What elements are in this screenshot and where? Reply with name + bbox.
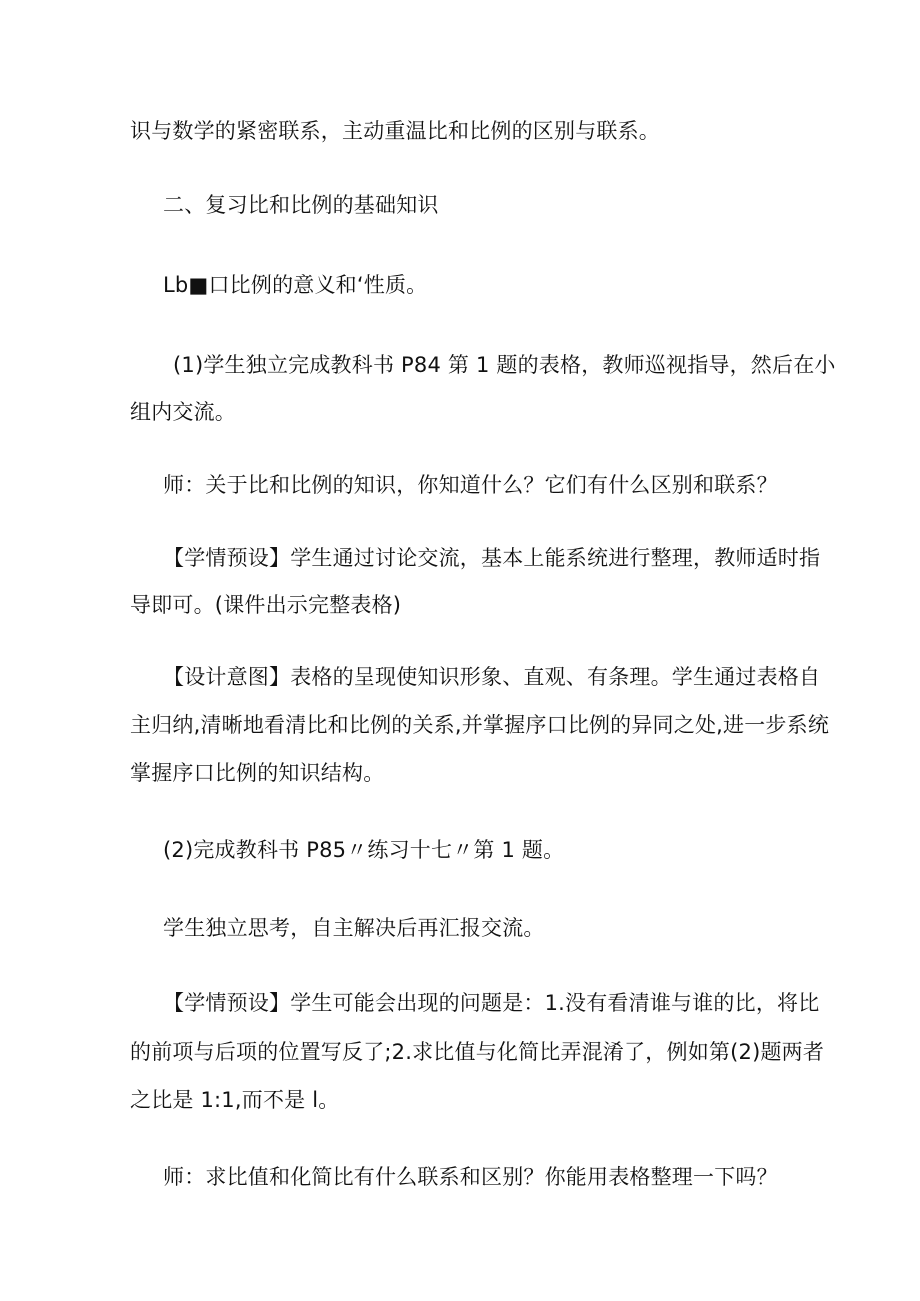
text-line: 【学情预设】学生通过讨论交流，基本上能系统进行整理，教师适时指: [163, 546, 821, 570]
text-line: (1)学生独立完成教科书 P84 第 1 题的表格，教师巡视指导，然后在小: [173, 353, 836, 377]
text-line: 【设计意图】表格的呈现使知识形象、直观、有条理。学生通过表格自: [163, 665, 821, 689]
text-line: 掌握序口比例的知识结构。: [130, 761, 385, 785]
text-line: 主归纳,清晰地看清比和比例的关系,并掌握序口比例的异同之处,进一步系统: [130, 713, 830, 737]
text-line: 导即可。(课件出示完整表格): [130, 593, 402, 617]
text-line: Lb■口比例的意义和‘性质。: [163, 273, 428, 297]
text-line: 师：求比值和化简比有什么联系和区别？你能用表格整理一下吗？: [163, 1165, 778, 1189]
section-heading: 二、复习比和比例的基础知识: [163, 193, 439, 217]
text-line: 识与数学的紧密联系，主动重温比和比例的区别与联系。: [130, 119, 660, 143]
text-line: (2)完成教科书 P85〃练习十七〃第 1 题。: [163, 838, 565, 862]
text-line: 师：关于比和比例的知识，你知道什么？它们有什么区别和联系？: [163, 473, 778, 497]
text-line: 【学情预设】学生可能会出现的问题是：1.没有看清谁与谁的比，将比: [163, 991, 820, 1015]
text-line: 组内交流。: [130, 400, 236, 424]
text-line: 学生独立思考，自主解决后再汇报交流。: [163, 916, 545, 940]
text-line: 之比是 1:1,而不是 l。: [130, 1088, 340, 1112]
text-line: 的前项与后项的位置写反了;2.求比值与化简比弄混淆了，例如第(2)题两者: [130, 1040, 825, 1064]
